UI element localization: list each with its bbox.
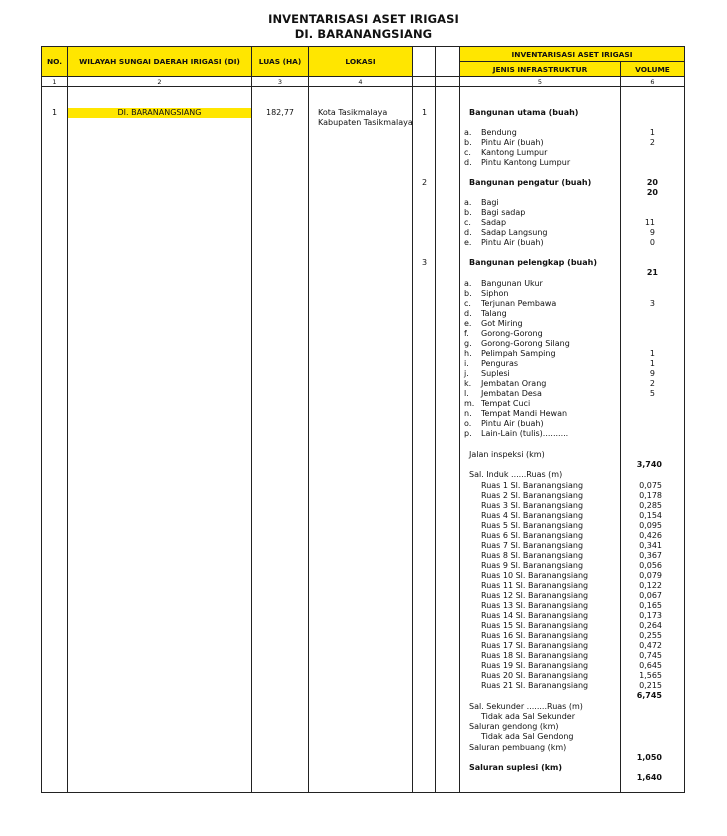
record-lokasi-kota: Kota Tasikmalaya: [318, 108, 388, 117]
ruas-value: 0,472: [639, 641, 662, 650]
list-item-name: Bagi sadap: [481, 208, 526, 217]
section-3-title: Bangunan pelengkap (buah): [469, 258, 597, 267]
ruas-value: 0,367: [639, 551, 662, 560]
list-item-name: Pintu Air (buah): [481, 238, 544, 247]
list-item-name: Tempat Cuci: [481, 399, 531, 408]
header-lokasi: LOKASI: [345, 57, 376, 66]
list-item-name: Jembatan Orang: [481, 379, 547, 388]
list-item-value: 1: [649, 349, 655, 358]
list-item-value: 2: [649, 138, 655, 147]
list-item-letter: l.: [464, 389, 469, 398]
list-item-value: 9: [649, 369, 655, 378]
list-item-letter: n.: [464, 409, 472, 418]
section-3-total: 21: [646, 268, 658, 277]
list-item-letter: b.: [464, 289, 472, 298]
col-number-2: 2: [157, 78, 162, 86]
table-row: Ruas 16 Sl. Baranangsiang: [481, 631, 589, 640]
table-row: Ruas 5 Sl. Baranangsiang: [481, 521, 584, 530]
list-item-letter: b.: [464, 138, 472, 147]
sal-induk-total: 6,745: [636, 691, 662, 700]
list-item-letter: j.: [464, 369, 469, 378]
ruas-value: 0,215: [639, 681, 662, 690]
list-item-letter: c.: [464, 148, 471, 157]
table-row: Ruas 9 Sl. Baranangsiang: [481, 561, 584, 570]
list-item-name: Tempat Mandi Hewan: [481, 409, 568, 418]
list-item-letter: a.: [464, 279, 472, 288]
list-item-name: Got Miring: [481, 319, 523, 328]
list-item-letter: g.: [464, 339, 472, 348]
saluran-suplesi-total: 1,640: [636, 773, 662, 782]
record-no: 1: [51, 108, 58, 117]
list-item-letter: b.: [464, 208, 472, 217]
document-subtitle: DI. BARANANGSIANG: [294, 27, 433, 41]
col-number-1: 1: [52, 78, 57, 86]
saluran-gendong-label: Saluran gendong (km): [469, 722, 559, 731]
table-row: Ruas 3 Sl. Baranangsiang: [481, 501, 584, 510]
list-item-letter: k.: [464, 379, 472, 388]
ruas-value: 0,165: [639, 601, 662, 610]
col-number-5: 5: [537, 78, 543, 86]
col-number-6: 6: [650, 78, 655, 86]
list-item-letter: e.: [464, 238, 472, 247]
table-row: Ruas 4 Sl. Baranangsiang: [481, 511, 584, 520]
sal-induk-label: Sal. Induk ......Ruas (m): [469, 470, 563, 479]
header-inventarisasi: INVENTARISASI ASET IRIGASI: [511, 50, 633, 59]
table-row: Ruas 21 Sl. Baranangsiang: [481, 681, 589, 690]
section-2-title: Bangunan pengatur (buah): [469, 178, 592, 187]
col-number-4: 4: [358, 78, 363, 86]
table-row: Ruas 19 Sl. Baranangsiang: [481, 661, 589, 670]
list-item-name: Jembatan Desa: [481, 389, 542, 398]
list-item-name: Suplesi: [481, 369, 510, 378]
section-2-total-repeat: 20: [646, 188, 658, 197]
saluran-suplesi-label: Saluran suplesi (km): [469, 763, 563, 772]
list-item-letter: c.: [464, 218, 471, 227]
ruas-value: 0,067: [639, 591, 662, 600]
table-row: Ruas 1 Sl. Baranangsiang: [481, 481, 584, 490]
section-3-no: 3: [422, 258, 428, 267]
list-item-letter: o.: [464, 419, 472, 428]
list-item-name: Bangunan Ukur: [481, 279, 543, 288]
list-item-value: 5: [649, 389, 655, 398]
table-row: Ruas 7 Sl. Baranangsiang: [481, 541, 584, 550]
section-1-no: 1: [422, 108, 428, 117]
ruas-value: 0,095: [639, 521, 662, 530]
ruas-value: 0,426: [639, 531, 662, 540]
list-item-name: Gorong-Gorong Silang: [481, 339, 570, 348]
section-2-no: 2: [422, 178, 428, 187]
table-row: Ruas 14 Sl. Baranangsiang: [481, 611, 589, 620]
table-row: Ruas 18 Sl. Baranangsiang: [481, 651, 589, 660]
list-item-name: Talang: [481, 309, 507, 318]
list-item-name: Gorong-Gorong: [481, 329, 543, 338]
list-item-name: Sadap Langsung: [481, 228, 548, 237]
document-title: INVENTARISASI ASET IRIGASI: [268, 12, 459, 26]
header-luas: LUAS (HA): [258, 57, 302, 66]
table-row: Ruas 20 Sl. Baranangsiang: [481, 671, 589, 680]
list-item-letter: p.: [464, 429, 472, 438]
ruas-value: 0,264: [639, 621, 662, 630]
table-row: Ruas 10 Sl. Baranangsiang: [481, 571, 589, 580]
list-item-name: Pelimpah Samping: [481, 349, 556, 358]
list-item-name: Pintu Air (buah): [481, 419, 544, 428]
table-row: Ruas 8 Sl. Baranangsiang: [481, 551, 584, 560]
ruas-value: 0,173: [639, 611, 662, 620]
list-item-value: 1: [649, 128, 655, 137]
ruas-value: 0,255: [639, 631, 662, 640]
list-item-value: 1: [649, 359, 655, 368]
list-item-letter: h.: [464, 349, 472, 358]
ruas-value: 0,154: [639, 511, 662, 520]
list-item-name: Sadap: [481, 218, 507, 227]
list-item-value: 11: [644, 218, 655, 227]
col-number-3: 3: [277, 78, 283, 86]
list-item-letter: c.: [464, 299, 471, 308]
list-item-letter: d.: [464, 309, 472, 318]
list-item-name: Terjunan Pembawa: [481, 299, 557, 308]
sal-sekunder-note: Tidak ada Sal Sekunder: [481, 712, 576, 721]
ruas-value: 0,341: [639, 541, 662, 550]
ruas-value: 0,122: [639, 581, 662, 590]
list-item-name: Kantong Lumpur: [481, 148, 548, 157]
list-item-value: 2: [649, 379, 655, 388]
list-item-letter: d.: [464, 228, 472, 237]
section-2-total: 20: [646, 178, 658, 187]
ruas-value: 0,285: [639, 501, 662, 510]
ruas-value: 0,178: [639, 491, 662, 500]
header-jenis: JENIS INFRASTRUKTUR: [492, 65, 588, 74]
list-item-value: 3: [649, 299, 655, 308]
saluran-pembuang-total: 1,050: [636, 753, 662, 762]
ruas-value: 0,075: [639, 481, 662, 490]
table-row: Ruas 13 Sl. Baranangsiang: [481, 601, 589, 610]
list-item-value: 0: [649, 238, 655, 247]
record-luas: 182,77: [266, 108, 294, 117]
list-item-name: Bendung: [481, 128, 517, 137]
ruas-value: 1,565: [639, 671, 662, 680]
list-item-letter: d.: [464, 158, 472, 167]
jalan-inspeksi-label: Jalan inspeksi (km): [469, 450, 545, 459]
sal-sekunder-label: Sal. Sekunder ........Ruas (m): [469, 702, 583, 711]
header-volume: VOLUME: [635, 65, 670, 74]
table-row: Ruas 2 Sl. Baranangsiang: [481, 491, 584, 500]
section-1-title: Bangunan utama (buah): [469, 108, 579, 117]
list-item-name: Lain-Lain (tulis)..........: [481, 429, 569, 438]
list-item-letter: m.: [464, 399, 475, 408]
saluran-pembuang-label: Saluran pembuang (km): [469, 743, 567, 752]
ruas-value: 0,745: [639, 651, 662, 660]
ruas-value: 0,056: [639, 561, 662, 570]
jalan-inspeksi-total: 3,740: [636, 460, 662, 469]
saluran-gendong-note: Tidak ada Sal Gendong: [481, 732, 574, 741]
record-lokasi-kabupaten: Kabupaten Tasikmalaya: [318, 118, 413, 127]
table-row: Ruas 11 Sl. Baranangsiang: [481, 581, 589, 590]
list-item-letter: e.: [464, 319, 472, 328]
list-item-name: Pintu Kantong Lumpur: [481, 158, 571, 167]
list-item-letter: a.: [464, 128, 472, 137]
list-item-value: 9: [649, 228, 655, 237]
list-item-name: Bagi: [481, 198, 499, 207]
table-row: Ruas 6 Sl. Baranangsiang: [481, 531, 584, 540]
list-item-letter: f.: [464, 329, 469, 338]
list-item-name: Siphon: [481, 289, 509, 298]
list-item-name: Penguras: [481, 359, 519, 368]
list-item-name: Pintu Air (buah): [481, 138, 544, 147]
table-row: Ruas 17 Sl. Baranangsiang: [481, 641, 589, 650]
table-row: Ruas 12 Sl. Baranangsiang: [481, 591, 589, 600]
list-item-letter: i.: [464, 359, 469, 368]
list-item-letter: a.: [464, 198, 472, 207]
header-no: NO.: [46, 57, 63, 66]
record-di-name: DI. BARANANGSIANG: [117, 108, 202, 117]
ruas-value: 0,079: [639, 571, 662, 580]
table-row: Ruas 15 Sl. Baranangsiang: [481, 621, 589, 630]
ruas-value: 0,645: [639, 661, 662, 670]
header-wilayah: WILAYAH SUNGAI DAERAH IRIGASI (DI): [79, 57, 240, 66]
